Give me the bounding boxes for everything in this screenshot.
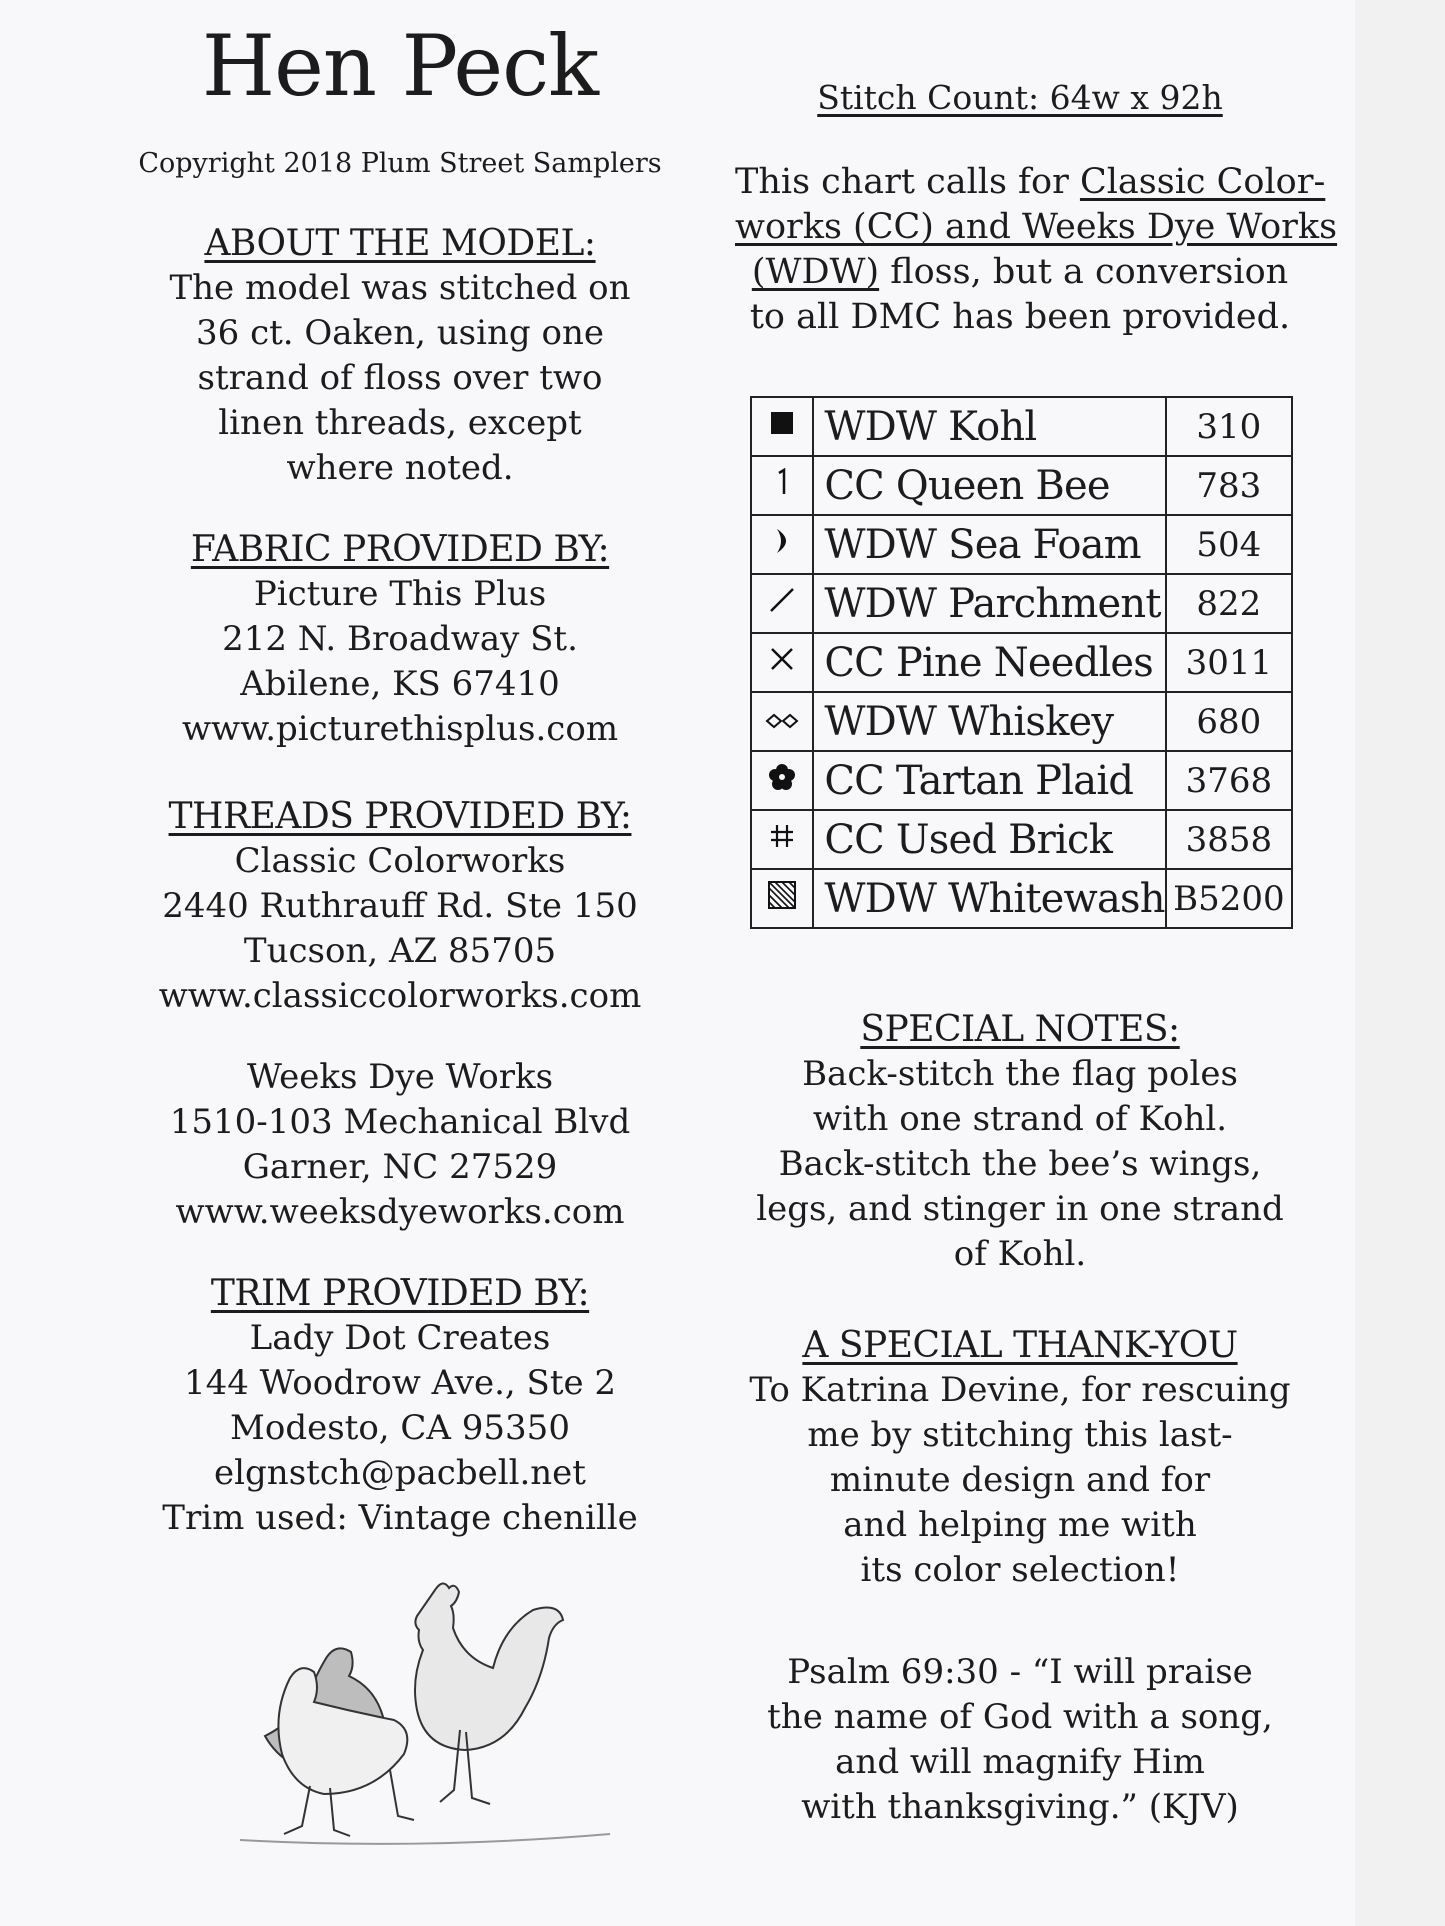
trim-email: elgnstch@pacbell.net: [214, 1453, 586, 1493]
thanks-line: me by stitching this last-: [807, 1415, 1233, 1455]
floss-name: WDW Kohl: [813, 397, 1165, 456]
about-line: 36 ct. Oaken, using one: [196, 313, 604, 353]
trim-line: Trim used: Vintage chenille: [162, 1498, 638, 1538]
threads-line: Classic Colorworks: [234, 841, 566, 881]
notes-line: legs, and stinger in one strand: [756, 1189, 1284, 1229]
table-row: [751, 810, 1292, 869]
notes-line: with one strand of Kohl.: [812, 1099, 1228, 1139]
dmc-number: 822: [1166, 574, 1292, 633]
floss-name: CC Queen Bee: [813, 456, 1165, 515]
dmc-number: B5200: [1166, 869, 1292, 928]
about-line: The model was stitched on: [169, 268, 631, 308]
floss-name: CC Pine Needles: [813, 633, 1165, 692]
about-line: where noted.: [286, 448, 514, 488]
threads-heading: THREADS PROVIDED BY:: [168, 796, 632, 837]
right-column: [735, 0, 1338, 1926]
psalm-section: [735, 1650, 1305, 1830]
one-icon: [751, 456, 813, 515]
weeks-line: Garner, NC 27529: [242, 1147, 558, 1187]
table-row: [751, 869, 1292, 928]
hash-icon: [751, 810, 813, 869]
dmc-number: 3011: [1166, 633, 1292, 692]
intro-text: floss, but a conversion: [879, 252, 1289, 292]
copyright-line: Copyright 2018 Plum Street Samplers: [138, 148, 662, 179]
psalm-line: the name of God with a song,: [767, 1697, 1273, 1737]
weeks-section: [120, 1055, 680, 1235]
threads-section: [120, 795, 680, 1019]
table-row: [751, 397, 1292, 456]
slash-icon: [751, 574, 813, 633]
filled-square-icon: [751, 397, 813, 456]
fabric-line: 212 N. Broadway St.: [222, 619, 578, 659]
fabric-website: www.picturethisplus.com: [181, 709, 619, 749]
table-row: [751, 456, 1292, 515]
table-row: [751, 574, 1292, 633]
floss-name: WDW Whitewash: [813, 869, 1165, 928]
dmc-number: 783: [1166, 456, 1292, 515]
fabric-line: Abilene, KS 67410: [240, 664, 560, 704]
psalm-line: Psalm 69:30 - “I will praise: [787, 1652, 1253, 1692]
flower-icon: [751, 751, 813, 810]
thanks-line: To Katrina Devine, for rescuing: [749, 1370, 1291, 1410]
fabric-heading: FABRIC PROVIDED BY:: [190, 529, 610, 570]
page-title: Hen Peck: [201, 17, 599, 115]
table-row: [751, 751, 1292, 810]
weeks-website: www.weeksdyeworks.com: [175, 1192, 625, 1232]
trim-heading: TRIM PROVIDED BY:: [210, 1273, 590, 1314]
threads-line: Tucson, AZ 85705: [243, 931, 557, 971]
table-row: [751, 515, 1292, 574]
trim-line: 144 Woodrow Ave., Ste 2: [183, 1363, 617, 1403]
about-section: [120, 222, 680, 491]
hens-illustration: [230, 1570, 620, 1870]
special-notes-section: [735, 1008, 1305, 1277]
x-mark-icon: [751, 633, 813, 692]
dmc-number: 504: [1166, 515, 1292, 574]
table-row: [751, 633, 1292, 692]
thanks-line: its color selection!: [860, 1550, 1180, 1590]
dmc-number: 680: [1166, 692, 1292, 751]
psalm-line: and will magnify Him: [835, 1742, 1205, 1782]
threads-line: 2440 Ruthrauff Rd. Ste 150: [162, 886, 638, 926]
fabric-section: [120, 528, 680, 752]
thank-you-section: [735, 1324, 1305, 1593]
threads-website: www.classiccolorworks.com: [158, 976, 642, 1016]
about-heading: ABOUT THE MODEL:: [204, 223, 596, 264]
page-edge: [1355, 0, 1445, 1926]
intro-paragraph: [735, 160, 1338, 340]
intro-text: This chart calls for: [735, 162, 1080, 202]
intro-text: to all DMC has been provided.: [749, 297, 1291, 337]
table-row: [751, 692, 1292, 751]
notes-line: of Kohl.: [953, 1234, 1087, 1274]
notes-line: Back-stitch the bee’s wings,: [778, 1144, 1262, 1184]
floss-name: CC Used Brick: [813, 810, 1165, 869]
intro-brand: (WDW): [751, 252, 880, 292]
trim-line: Modesto, CA 95350: [230, 1408, 570, 1448]
weeks-line: 1510-103 Mechanical Blvd: [169, 1102, 631, 1142]
floss-name: WDW Sea Foam: [813, 515, 1165, 574]
dmc-number: 3858: [1166, 810, 1292, 869]
trim-section: [120, 1272, 680, 1541]
floss-name: CC Tartan Plaid: [813, 751, 1165, 810]
floss-name: WDW Parchment: [813, 574, 1165, 633]
stitch-count: Stitch Count: 64w x 92h: [817, 78, 1223, 117]
about-line: strand of floss over two: [197, 358, 603, 398]
about-line: linen threads, except: [218, 403, 582, 443]
notes-line: Back-stitch the flag poles: [802, 1054, 1238, 1094]
fabric-line: Picture This Plus: [253, 574, 547, 614]
double-diamond-icon: [751, 692, 813, 751]
floss-name: WDW Whiskey: [813, 692, 1165, 751]
psalm-line: with thanksgiving.” (KJV): [801, 1787, 1239, 1827]
intro-brand: Classic Color-: [1079, 162, 1326, 202]
intro-brand: works (CC) and Weeks Dye Works: [735, 207, 1338, 247]
dmc-number: 310: [1166, 397, 1292, 456]
crescent-icon: [751, 515, 813, 574]
hatched-square-icon: [751, 869, 813, 928]
floss-key-table: [750, 396, 1293, 929]
thanks-line: minute design and for: [829, 1460, 1211, 1500]
trim-line: Lady Dot Creates: [249, 1318, 551, 1358]
weeks-line: Weeks Dye Works: [246, 1057, 554, 1097]
thanks-line: and helping me with: [843, 1505, 1197, 1545]
special-notes-heading: SPECIAL NOTES:: [860, 1009, 1180, 1050]
thank-you-heading: A SPECIAL THANK-YOU: [802, 1325, 1238, 1366]
dmc-number: 3768: [1166, 751, 1292, 810]
